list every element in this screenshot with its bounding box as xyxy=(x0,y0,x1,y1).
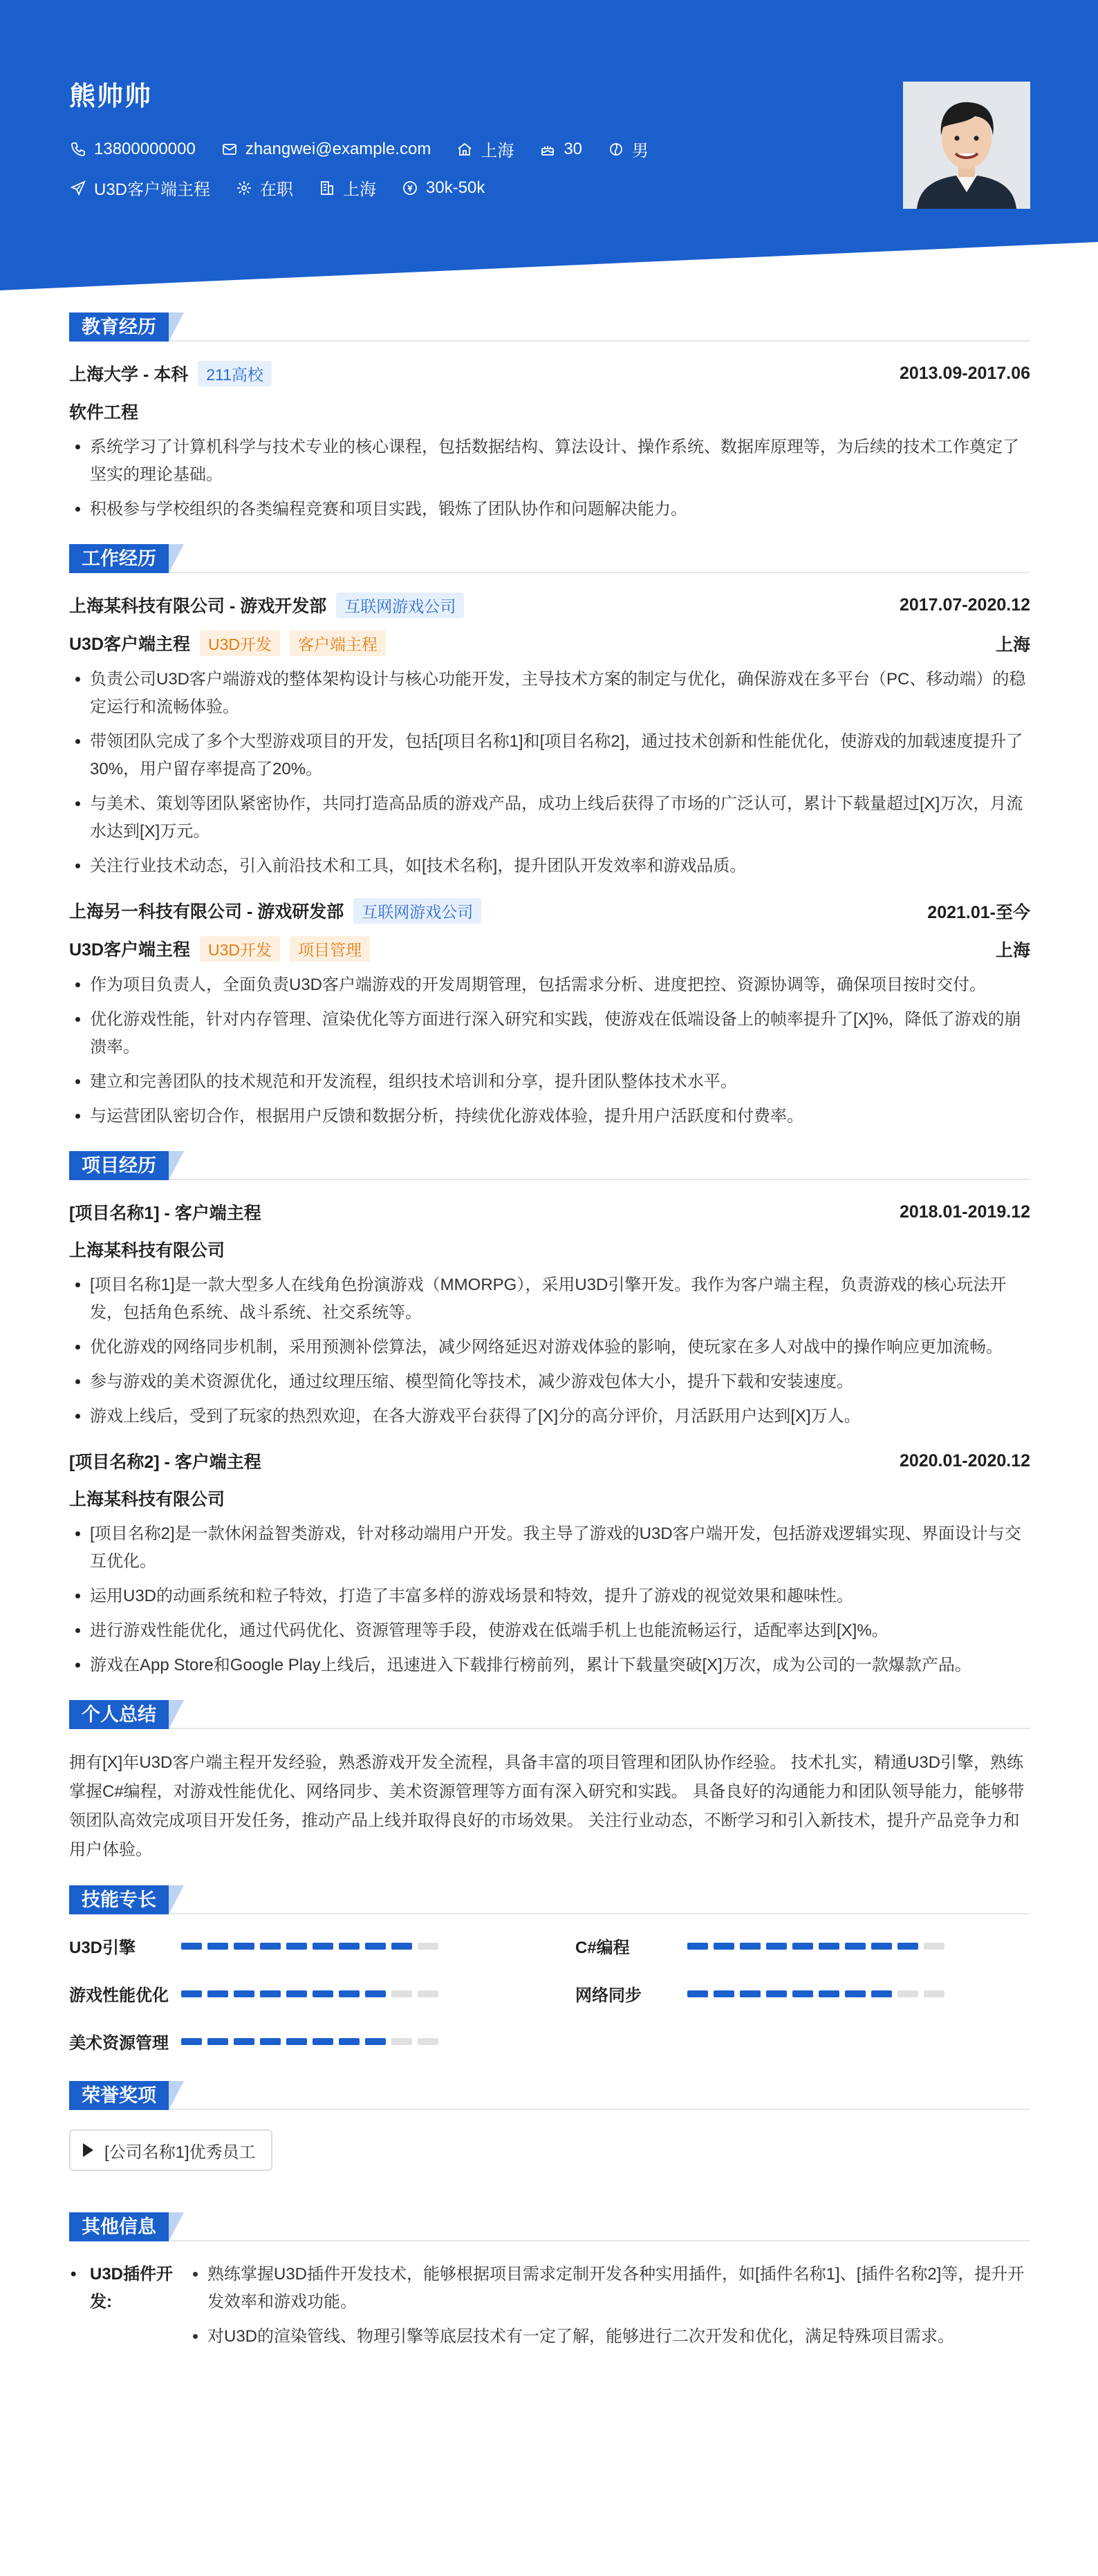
skill-segment-empty xyxy=(418,1990,438,1997)
avatar xyxy=(903,82,1030,209)
resume-content xyxy=(69,310,1030,2370)
school-tag: 211高校 xyxy=(198,361,272,386)
role-tag: U3D开发 xyxy=(200,631,280,656)
skill-segment-filled xyxy=(260,1943,281,1950)
projects-section xyxy=(69,1148,1030,1679)
skill-name: 美术资源管理 xyxy=(69,2034,169,2053)
skill-segment-empty xyxy=(391,1990,412,1997)
cake-icon xyxy=(539,140,557,158)
company-line xyxy=(69,592,464,618)
education-header xyxy=(69,310,1030,346)
work-location: 上海 xyxy=(995,635,1030,655)
skill-segment-filled xyxy=(286,1990,307,1997)
skill-segment-filled xyxy=(365,2038,386,2045)
project-bullets xyxy=(69,1271,1030,1430)
home-icon xyxy=(456,140,474,158)
age-item xyxy=(539,140,582,159)
skill-segment-filled xyxy=(897,1943,918,1950)
gender-icon xyxy=(607,140,625,158)
skill-segment-filled xyxy=(819,1943,839,1950)
skill-segment-empty xyxy=(897,1990,918,1997)
role-name: U3D客户端主程 xyxy=(69,940,191,960)
project-row xyxy=(69,1200,1030,1224)
section-title: 其他信息 xyxy=(69,2212,169,2241)
other-label: • U3D插件开发: xyxy=(69,2261,187,2358)
candidate-name: 熊帅帅 xyxy=(69,82,153,111)
education-date: 2013.09-2017.06 xyxy=(899,364,1030,383)
skills-grid xyxy=(69,1934,1030,2053)
honor-item[interactable] xyxy=(69,2129,272,2171)
skill-item xyxy=(69,2029,524,2053)
list-item: • 对U3D的渲染管线、物理引擎等底层技术有一定了解，能够进行二次开发和优化，满足特殊项目需求。 xyxy=(207,2323,1030,2351)
city-item xyxy=(456,137,514,161)
gender-text: 男 xyxy=(632,142,649,160)
other-header xyxy=(69,2210,1030,2246)
skill-level-bar xyxy=(181,1943,444,1950)
skill-segment-filled xyxy=(207,1943,228,1950)
skill-segment-filled xyxy=(740,1990,761,1997)
other-section xyxy=(69,2210,1030,2358)
avatar-photo xyxy=(903,82,1030,209)
project-name: [项目名称1] - 客户端主程 xyxy=(69,1204,261,1223)
contact-row xyxy=(69,137,673,161)
company-name: 上海某科技有限公司 - 游戏开发部 xyxy=(69,597,327,616)
skill-segment-filled xyxy=(714,1943,734,1950)
skill-segment-empty xyxy=(924,1990,945,1997)
email-item xyxy=(221,140,431,159)
skill-segment-filled xyxy=(687,1990,708,1997)
honors-section xyxy=(69,2078,1030,2197)
project-company: 上海某科技有限公司 xyxy=(69,1490,225,1509)
skill-level-bar xyxy=(181,2038,444,2045)
work-header xyxy=(69,541,1030,577)
section-divider xyxy=(69,572,1030,573)
skill-segment-empty xyxy=(418,2038,438,2045)
skill-segment-filled xyxy=(181,1943,202,1950)
phone-item xyxy=(69,140,196,159)
project-bullets xyxy=(69,1520,1030,1679)
skill-segment-filled xyxy=(792,1943,813,1950)
section-title: 荣誉奖项 xyxy=(69,2081,169,2110)
work-entry xyxy=(69,592,1030,880)
project-row xyxy=(69,1448,1030,1473)
skill-name: C#编程 xyxy=(575,1939,630,1957)
list-item: • 优化游戏性能，针对内存管理、渲染优化等方面进行深入研究和实践，使游戏在低端设备上的帧率提升了[X]%，降低了游戏的崩溃率。 xyxy=(90,1006,1030,1061)
list-item: • 熟练掌握U3D插件开发技术，能够根据项目需求定制开发各种实用插件，如[插件名称1]、[插件名称2]等，提升开发效率和游戏功能。 xyxy=(207,2261,1030,2316)
project-entry xyxy=(69,1448,1030,1679)
work-bullets xyxy=(69,971,1030,1130)
skill-segment-filled xyxy=(181,2038,202,2045)
skill-segment-filled xyxy=(313,1943,333,1950)
section-divider xyxy=(69,1728,1030,1729)
role-row xyxy=(69,936,1030,962)
skill-segment-filled xyxy=(234,1990,254,1997)
skill-segment-filled xyxy=(207,1990,228,1997)
work-date: 2017.07-2020.12 xyxy=(899,595,1030,615)
list-item: • 负责公司U3D客户端游戏的整体架构设计与核心功能开发，主导技术方案的制定与优化，确保游戏在多平台（PC、移动端）的稳定运行和流畅体验。 xyxy=(90,666,1030,721)
section-divider xyxy=(69,1913,1030,1914)
skill-name: 游戏性能优化 xyxy=(69,1986,169,2005)
skill-segment-filled xyxy=(792,1990,813,1997)
skill-segment-filled xyxy=(234,2038,254,2045)
header xyxy=(0,0,1098,249)
target-city-text: 上海 xyxy=(343,180,377,199)
list-item: • 参与游戏的美术资源优化，通过纹理压缩、模型简化等技术，减少游戏包体大小，提升下载和安装速度。 xyxy=(90,1368,1030,1396)
play-icon xyxy=(83,2143,93,2157)
summary-text: 拥有[X]年U3D客户端主程开发经验，熟悉游戏开发全流程，具备丰富的项目管理和团队协作经验。 技术扎实，精通U3D引擎，熟练掌握C#编程，对游戏性能优化、网络同步、美术资源管理等方面有深入研究和实践。 具备良好的沟通能力和团队领导能力，能够带领团队高效完成项目开发任务，推动产品上线并取得良好的市场效果。 关注行业动态，不断学习和引入新技术，提升产品竞争力和用户体验。 xyxy=(69,1753,1025,1859)
list-item: • 与运营团队密切合作，根据用户反馈和数据分析，持续优化游戏体验，提升用户活跃度和付费率。 xyxy=(90,1103,1030,1130)
list-item: • [项目名称1]是一款大型多人在线角色扮演游戏（MMORPG），采用U3D引擎开发。我作为客户端主程，负责游戏的核心玩法开发，包括角色系统、战斗系统、社交系统等。 xyxy=(90,1271,1030,1327)
skill-segment-filled xyxy=(313,2038,333,2045)
list-item: • 建立和完善团队的技术规范和开发流程，组织技术培训和分享，提升团队整体技术水平。 xyxy=(90,1068,1030,1096)
age-text: 30 xyxy=(564,139,583,158)
company-line xyxy=(69,898,481,924)
skill-item xyxy=(69,1981,524,2006)
skill-segment-filled xyxy=(845,1990,866,1997)
phone-icon xyxy=(69,140,87,158)
skill-name: 网络同步 xyxy=(575,1986,642,2005)
education-section xyxy=(69,310,1030,523)
list-item: • 积极参与学校组织的各类编程竞赛和项目实践，锻炼了团队协作和问题解决能力。 xyxy=(90,496,1030,523)
email-text: zhangwei@example.com xyxy=(245,139,431,158)
list-item: • 系统学习了计算机科学与技术专业的核心课程，包括数据结构、算法设计、操作系统、数据库原理等，为后续的技术工作奠定了坚实的理论基础。 xyxy=(90,433,1030,489)
projects-header xyxy=(69,1148,1030,1184)
major: 软件工程 xyxy=(69,403,139,422)
skill-segment-filled xyxy=(365,1990,386,1997)
section-title: 项目经历 xyxy=(69,1151,169,1180)
job-intent-row xyxy=(69,176,510,200)
role-tag: U3D开发 xyxy=(200,936,280,962)
skill-level-bar xyxy=(687,1990,950,1997)
skill-segment-empty xyxy=(391,2038,412,2045)
list-item: • [项目名称2]是一款休闲益智类游戏，针对移动端用户开发。我主导了游戏的U3D客户端开发，包括游戏逻辑实现、界面设计与交互优化。 xyxy=(90,1520,1030,1576)
section-title: 技能专长 xyxy=(69,1885,169,1914)
building-icon xyxy=(318,179,336,197)
summary-section xyxy=(69,1697,1030,1865)
section-title: 教育经历 xyxy=(69,312,169,342)
skill-segment-filled xyxy=(339,1943,360,1950)
summary-header xyxy=(69,1697,1030,1733)
skill-segment-filled xyxy=(339,1990,360,1997)
list-item: • 作为项目负责人，全面负责U3D客户端游戏的开发周期管理，包括需求分析、进度把控、资源协调等，确保项目按时交付。 xyxy=(90,971,1030,999)
role-name: U3D客户端主程 xyxy=(69,635,191,654)
company-tag: 互联网游戏公司 xyxy=(336,592,464,618)
skill-item xyxy=(69,1934,524,1958)
work-location: 上海 xyxy=(995,940,1030,960)
skill-segment-filled xyxy=(766,1990,787,1997)
role-tag: 客户端主程 xyxy=(290,631,386,656)
gear-icon xyxy=(235,179,253,197)
status-text: 在职 xyxy=(260,180,294,199)
other-list xyxy=(187,2261,1030,2358)
work-bullets xyxy=(69,666,1030,880)
skill-segment-filled xyxy=(207,2038,228,2045)
section-divider xyxy=(69,1179,1030,1180)
section-title: 工作经历 xyxy=(69,544,169,573)
honors-header xyxy=(69,2078,1030,2114)
skill-segment-filled xyxy=(286,2038,307,2045)
section-divider xyxy=(69,340,1030,342)
skill-segment-filled xyxy=(766,1943,787,1950)
salary-item xyxy=(401,178,485,198)
education-bullets xyxy=(69,433,1030,523)
project-date: 2020.01-2020.12 xyxy=(899,1450,1030,1471)
skill-segment-filled xyxy=(365,1943,386,1950)
skills-section xyxy=(69,1883,1030,2053)
skills-header xyxy=(69,1883,1030,1919)
work-row xyxy=(69,592,1030,618)
role-line xyxy=(69,936,370,962)
company-tag: 互联网游戏公司 xyxy=(353,898,481,924)
skill-segment-empty xyxy=(924,1943,945,1950)
list-item: • 与美术、策划等团队紧密协作，共同打造高品质的游戏产品，成功上线后获得了市场的广泛认可，累计下载量超过[X]万次，月流水达到[X]万元。 xyxy=(90,790,1030,846)
skill-segment-filled xyxy=(871,1990,892,1997)
section-title: 个人总结 xyxy=(69,1700,169,1729)
school-name: 上海大学 - 本科 xyxy=(69,365,189,384)
section-divider xyxy=(69,2240,1030,2241)
project-entry xyxy=(69,1200,1030,1430)
status-item xyxy=(235,176,293,200)
section-divider xyxy=(69,2109,1030,2110)
skill-segment-filled xyxy=(234,1943,254,1950)
skill-segment-filled xyxy=(391,1943,412,1950)
gender-item xyxy=(607,137,649,161)
company-name: 上海另一科技有限公司 - 游戏研发部 xyxy=(69,902,344,922)
work-date: 2021.01-至今 xyxy=(927,902,1030,922)
list-item: • 进行游戏性能优化，通过代码优化、资源管理等手段，使游戏在低端手机上也能流畅运行，适配率达到[X]%。 xyxy=(90,1617,1030,1645)
other-item xyxy=(69,2261,1030,2358)
skill-segment-filled xyxy=(260,2038,281,2045)
work-section xyxy=(69,541,1030,1130)
skill-segment-filled xyxy=(313,1990,333,1997)
education-entry xyxy=(69,361,1030,523)
work-row xyxy=(69,898,1030,924)
position-text: U3D客户端主程 xyxy=(94,180,211,199)
skill-segment-filled xyxy=(181,1990,202,1997)
list-item: • 游戏上线后，受到了玩家的热烈欢迎，在各大游戏平台获得了[X]分的高分评价，月活跃用户达到[X]万人。 xyxy=(90,1403,1030,1430)
skill-segment-filled xyxy=(339,2038,360,2045)
project-date: 2018.01-2019.12 xyxy=(899,1202,1030,1222)
honor-text: [公司名称1]优秀员工 xyxy=(104,2143,256,2162)
skill-level-bar xyxy=(687,1943,950,1950)
role-row xyxy=(69,631,1030,656)
phone-text: 13800000000 xyxy=(94,139,196,158)
skill-segment-filled xyxy=(687,1943,708,1950)
skill-name: U3D引擎 xyxy=(69,1939,136,1957)
mail-icon xyxy=(221,140,239,158)
skill-segment-filled xyxy=(260,1990,281,1997)
target-city-item xyxy=(318,176,376,200)
list-item: • 带领团队完成了多个大型游戏项目的开发，包括[项目名称1]和[项目名称2]，通过技术创新和性能优化，使游戏的加载速度提升了30%，用户留存率提高了20%。 xyxy=(90,728,1030,783)
skill-segment-filled xyxy=(740,1943,761,1950)
project-company: 上海某科技有限公司 xyxy=(69,1241,225,1260)
skill-segment-filled xyxy=(845,1943,866,1950)
skill-segment-filled xyxy=(286,1943,307,1950)
skill-segment-empty xyxy=(418,1943,438,1950)
skill-item xyxy=(575,1934,1030,1958)
role-tag: 项目管理 xyxy=(290,936,370,962)
city-text: 上海 xyxy=(481,142,514,160)
work-entry xyxy=(69,898,1030,1130)
skill-level-bar xyxy=(181,1990,444,1997)
skill-segment-filled xyxy=(714,1990,734,1997)
salary-text: 30k-50k xyxy=(426,178,485,197)
list-item: • 关注行业技术动态，引入前沿技术和工具，如[技术名称]，提升团队开发效率和游戏品质。 xyxy=(90,852,1030,880)
position-item xyxy=(69,176,210,200)
skill-item xyxy=(575,1981,1030,2006)
skill-segment-filled xyxy=(871,1943,892,1950)
education-row xyxy=(69,361,1030,386)
project-name: [项目名称2] - 客户端主程 xyxy=(69,1453,261,1472)
list-item: • 优化游戏的网络同步机制，采用预测补偿算法，减少网络延迟对游戏体验的影响，使玩家在多人对战中的操作响应更加流畅。 xyxy=(90,1334,1030,1361)
school-line xyxy=(69,361,272,386)
skill-segment-filled xyxy=(819,1990,839,1997)
list-item: • 运用U3D的动画系统和粒子特效，打造了丰富多样的游戏场景和特效，提升了游戏的视觉效果和趣味性。 xyxy=(90,1583,1030,1610)
send-icon xyxy=(69,179,87,197)
list-item: • 游戏在App Store和Google Play上线后，迅速进入下载排行榜前列，累计下载量突破[X]万次，成为公司的一款爆款产品。 xyxy=(90,1652,1030,1679)
role-line xyxy=(69,631,386,656)
money-icon xyxy=(401,179,419,197)
